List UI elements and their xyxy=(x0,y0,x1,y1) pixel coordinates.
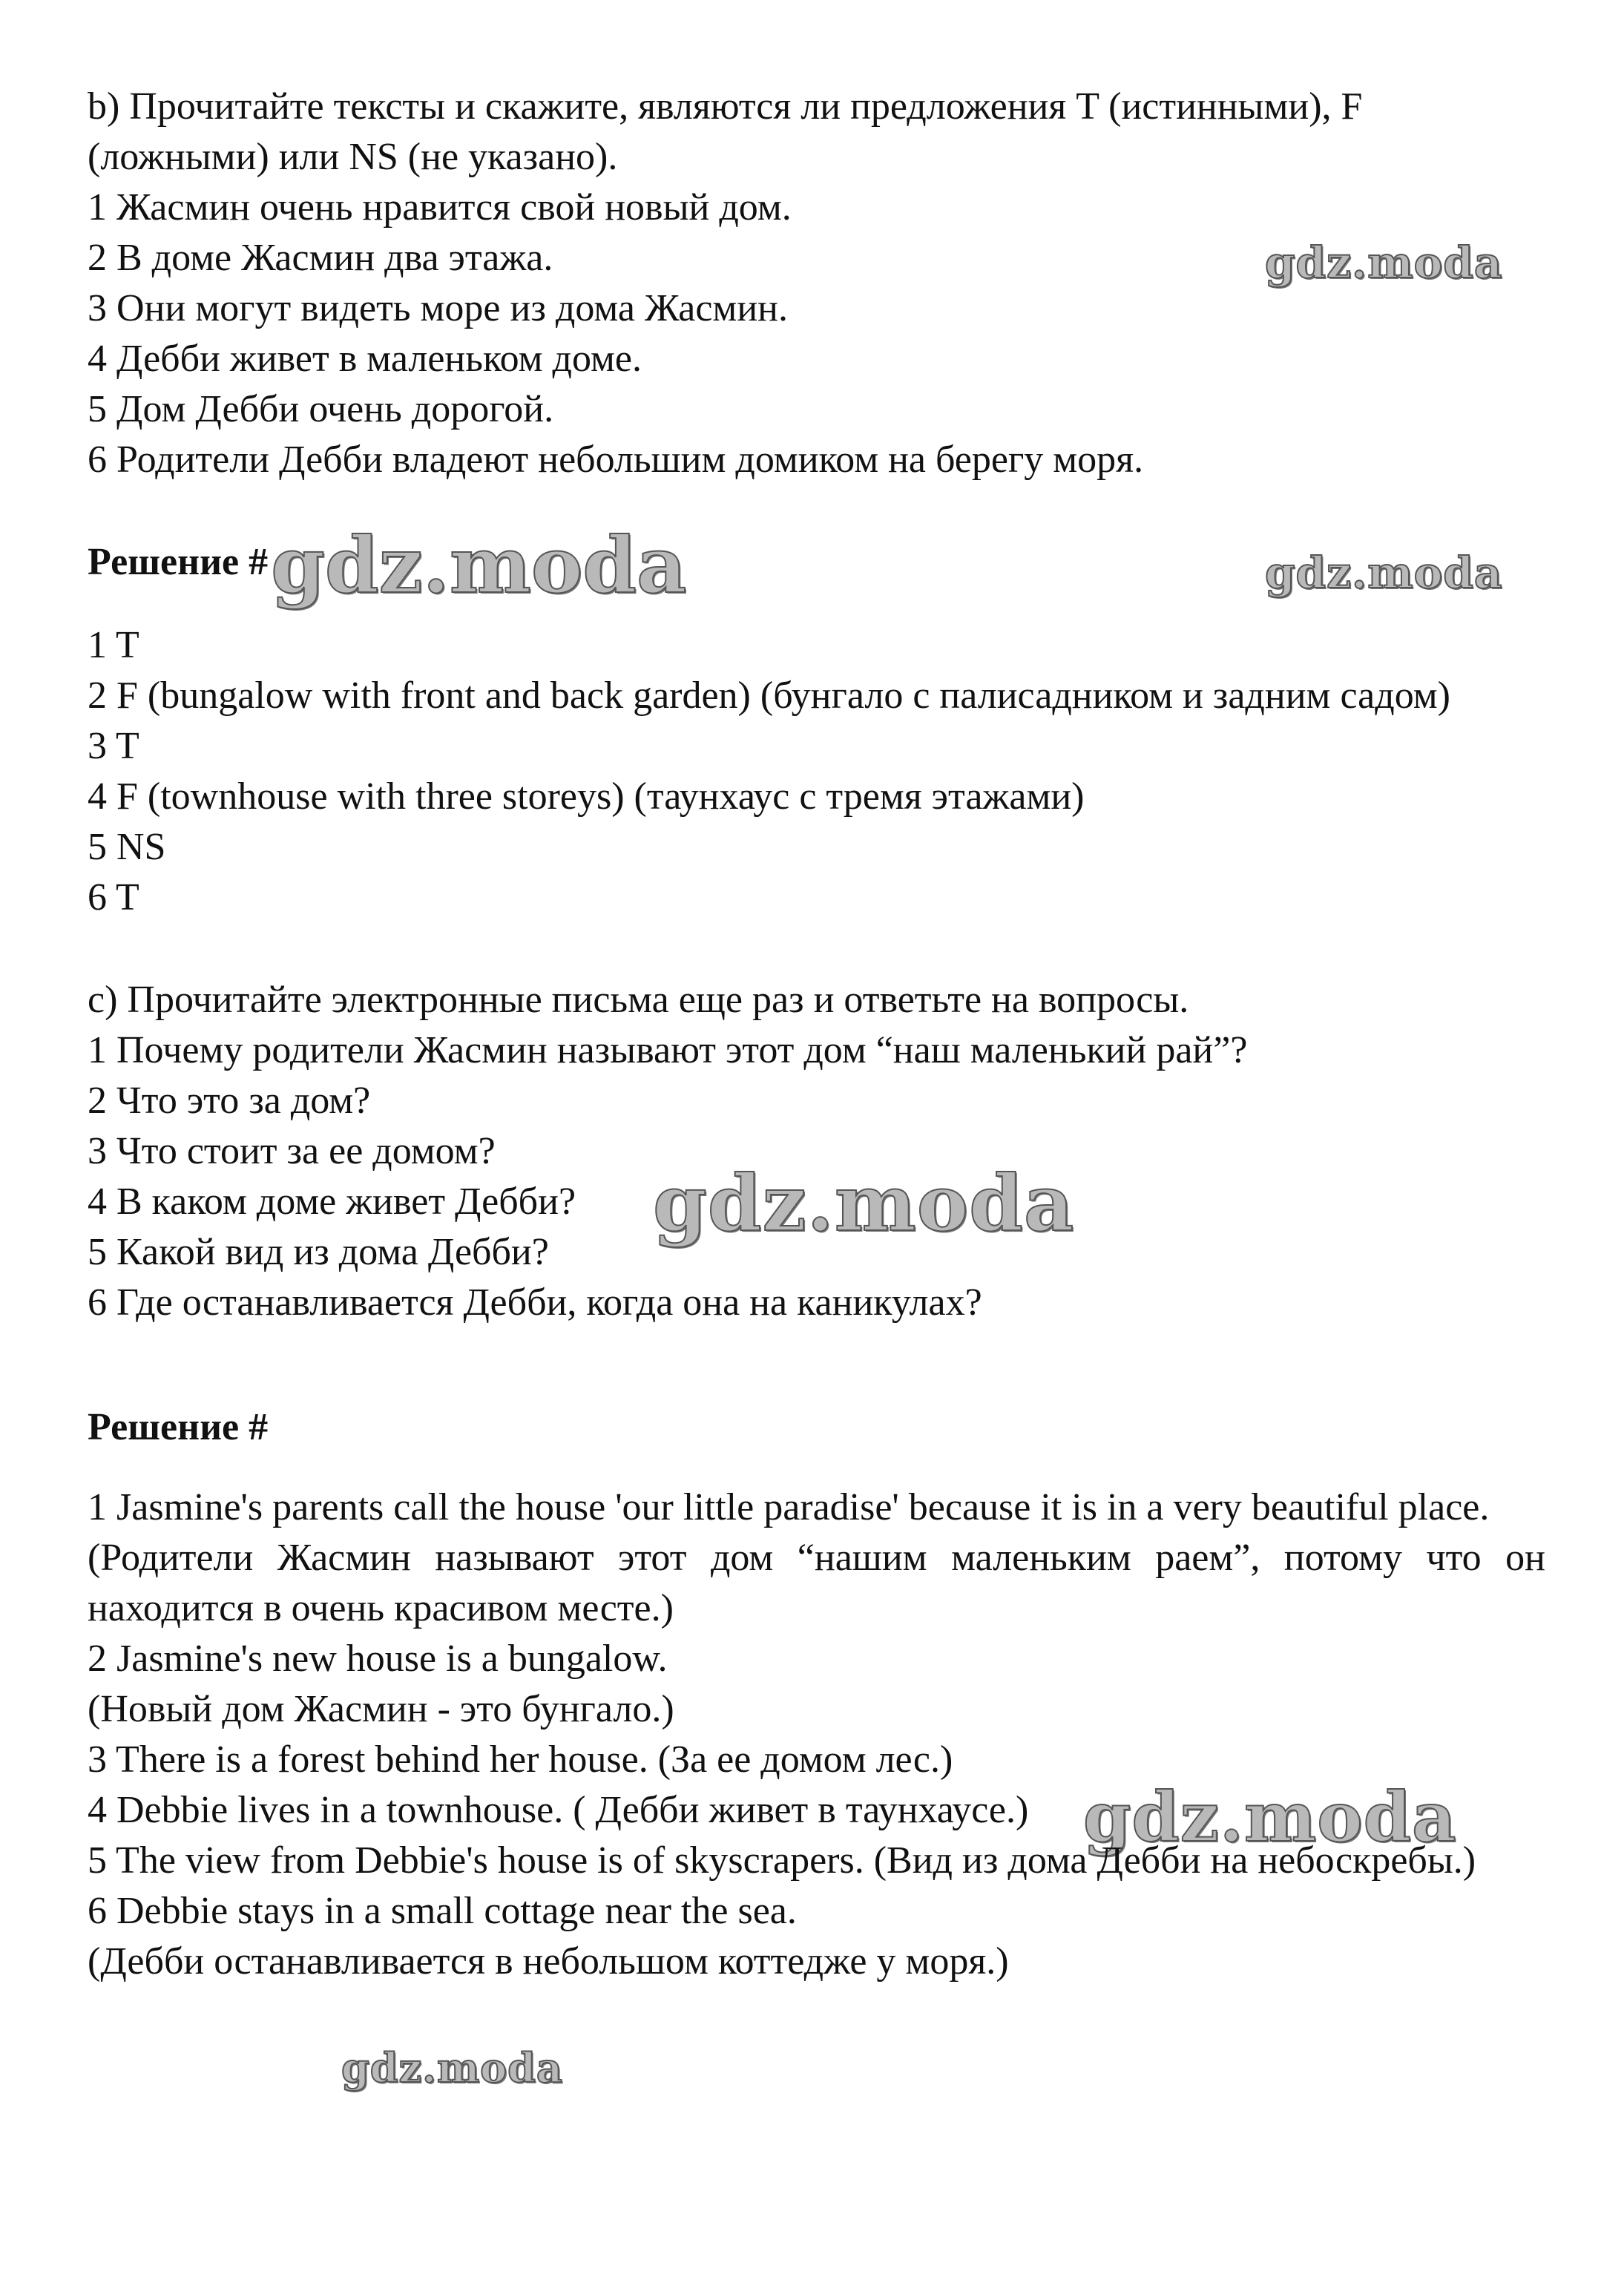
answer-c-3: 3 There is a forest behind her house. (За ее домом лес.) xyxy=(88,1738,953,1781)
watermark-logo: gdz.moda xyxy=(271,519,687,611)
answer-b-4: 4 F (townhouse with three storeys) (таунхаус с тремя этажами) xyxy=(88,775,1085,818)
question-6: 6 Где останавливается Дебби, когда она на каникулах? xyxy=(88,1281,982,1324)
answer-c-1: 1 Jasmine's parents call the house 'our little paradise' because it is in a very beautiful place. xyxy=(88,1486,1490,1529)
statement-3: 3 Они могут видеть море из дома Жасмин. xyxy=(88,287,788,329)
statement-1: 1 Жасмин очень нравится свой новый дом. xyxy=(88,186,792,229)
solution-heading-c: Решение # xyxy=(88,1406,269,1449)
solution-heading-text: Решение # xyxy=(88,541,269,583)
answer-c-6: 6 Debbie stays in a small cottage near the sea. xyxy=(88,1890,797,1933)
watermark-logo: gdz.moda xyxy=(1265,548,1503,598)
answer-c-2: 2 Jasmine's new house is a bungalow. xyxy=(88,1638,668,1681)
statement-6: 6 Родители Дебби владеют небольшим домиком на берегу моря. xyxy=(88,439,1144,481)
question-3: 3 Что стоит за ее домом? xyxy=(88,1130,496,1173)
document-page xyxy=(88,82,1545,1987)
instruction-b-line-2: (ложными) или NS (не указано). xyxy=(88,136,618,178)
answer-c-1-translation: (Родители Жасмин называют этот дом “нашим маленьким раем”, потому что он находится в очень красивом месте.) xyxy=(88,1537,1545,1630)
statement-4: 4 Дебби живет в маленьком доме. xyxy=(88,338,642,380)
answer-b-3: 3 T xyxy=(88,725,139,768)
answer-b-5: 5 NS xyxy=(88,826,166,869)
question-1: 1 Почему родители Жасмин называют этот дом “наш маленький рай”? xyxy=(88,1029,1248,1072)
instruction-c: c) Прочитайте электронные письма еще раз и ответьте на вопросы. xyxy=(88,979,1189,1022)
instruction-b-line-1: b) Прочитайте тексты и скажите, являются ли предложения T (истинными), F xyxy=(88,85,1363,128)
solution-heading-b xyxy=(88,519,1545,611)
answer-b-1: 1 T xyxy=(88,624,139,667)
statement-2: 2 В доме Жасмин два этажа. xyxy=(88,237,553,279)
answer-c-2-translation: (Новый дом Жасмин - это бунгало.) xyxy=(88,1688,674,1731)
answer-c-5: 5 The view from Debbie's house is of skyscrapers. (Вид из дома Дебби на небоскребы.) xyxy=(88,1839,1476,1882)
watermark-logo: gdz.moda xyxy=(1265,237,1503,288)
watermark-logo: gdz.moda xyxy=(341,2044,563,2092)
question-2: 2 Что это за дом? xyxy=(88,1080,371,1123)
question-4: 4 В каком доме живет Дебби? xyxy=(88,1180,576,1224)
watermark-logo: gdz.moda xyxy=(1083,1777,1457,1857)
answer-b-6: 6 T xyxy=(88,876,139,919)
answer-b-2: 2 F (bungalow with front and back garden) (бунгало с палисадником и задним садом) xyxy=(88,674,1450,717)
question-5: 5 Какой вид из дома Дебби? xyxy=(88,1231,549,1274)
answer-c-4: 4 Debbie lives in a townhouse. ( Дебби живет в таунхаусе.) xyxy=(88,1789,1029,1832)
statement-5: 5 Дом Дебби очень дорогой. xyxy=(88,388,554,430)
answer-c-6-translation: (Дебби останавливается в небольшом коттедже у моря.) xyxy=(88,1940,1009,1983)
watermark-logo: gdz.moda xyxy=(653,1157,1075,1249)
